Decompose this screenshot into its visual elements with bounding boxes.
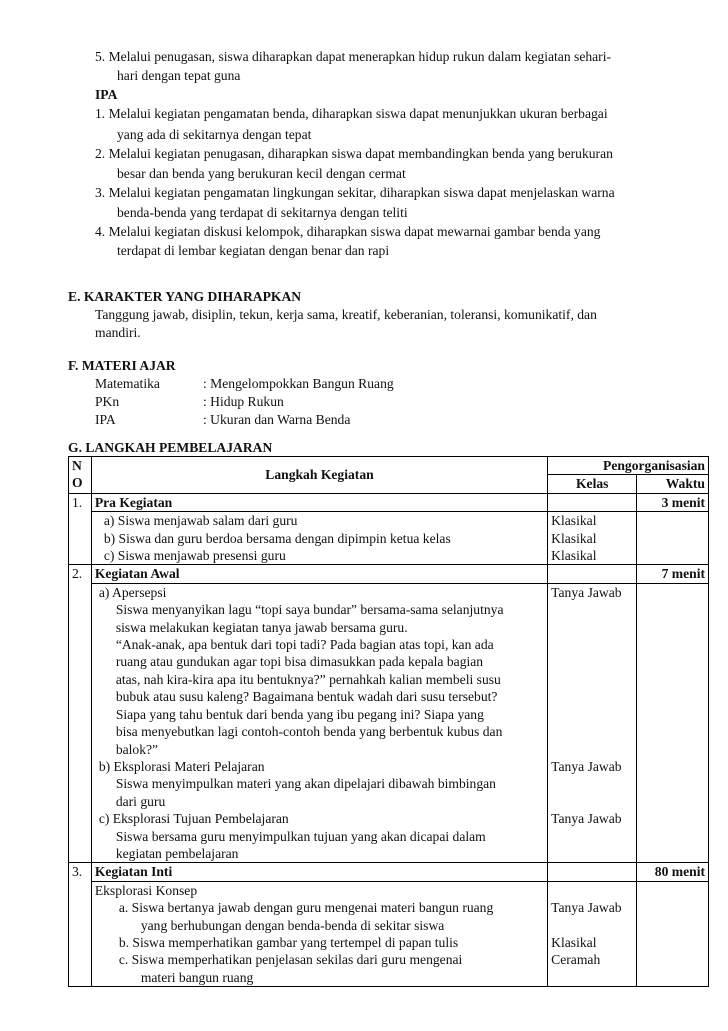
table-row	[69, 583, 709, 863]
table-row	[69, 493, 709, 511]
row-title: Kegiatan Inti	[91, 863, 547, 881]
header-no: N O	[69, 457, 92, 494]
header-pengorganisasian: Pengorganisasian	[548, 457, 709, 475]
row-time: 7 menit	[637, 565, 709, 583]
ipa-objective-4-line1: 4. Melalui kegiatan diskusi kelompok, diharapkan siswa dapat mewarnai gambar benda yang	[95, 224, 601, 239]
eksplorasi-materi-title: b) Eksplorasi Materi Pelajaran	[98, 758, 265, 774]
section-f-heading: F. MATERI AJAR	[68, 358, 176, 373]
row-time: 3 menit	[637, 493, 709, 511]
table-row	[69, 881, 709, 986]
eksplorasi-tujuan-title: c) Eksplorasi Tujuan Pembelajaran	[98, 811, 289, 827]
ipa-objective-2-line2: besar dan benda yang berukuran kecil dengan cermat	[117, 166, 406, 181]
lesson-steps-table	[68, 456, 709, 987]
row-items	[91, 512, 547, 565]
row-number: 2.	[69, 565, 92, 863]
row-items: a) Apersepsi Siswa menyanyikan lagu “topi saya bundar” bersama-sama selanjutnya siswa melakukan kegiatan tanya jawab bersama guru. “Anak-anak, apa bentuk dari topi tadi? Pada bagian atas topi, kan ada ruang atau gundukan agar topi bisa dimasukkan pada kepala bagian atas, nah kira-kira apa itu bentuknya?” pernahkah kalian membeli susu bubuk atau susu kaleng? Bagaimana bentuk wadah dari susu tersebut? Siapa yang tahu bentuk dari benda yang ibu pegang ini? Siapa yang bisa menyebutkan lagi contoh-contoh benda yang berbentuk kubus dan balok?” b) Eksplorasi Materi Pelajaran Siswa menyimpulkan materi yang akan dipelajari dibawah bimbingan dari guru c) Eksplorasi Tujuan Pembelajaran Siswa bersama guru menyimpulkan tujuan yang akan dicapai dalam kegiatan pembelajaran	[91, 583, 547, 863]
row-kelas: Tanya Jawab Klasikal Ceramah	[548, 881, 637, 986]
section-e-line2: mandiri.	[95, 325, 141, 340]
list-item: c) Siswa menjawab presensi guru	[103, 548, 286, 564]
section-e-heading: E. KARAKTER YANG DIHARAPKAN	[68, 289, 302, 304]
materi-subject: IPA	[95, 412, 116, 427]
ipa-objective-4-line2: terdapat di lembar kegiatan dengan benar dan rapi	[117, 243, 390, 258]
materi-topic: : Mengelompokkan Bangun Ruang	[203, 376, 394, 391]
materi-subject: PKn	[95, 394, 120, 409]
eksplorasi-konsep-title: Eksplorasi Konsep	[94, 882, 198, 898]
materi-topic: : Ukuran dan Warna Benda	[203, 412, 351, 427]
ipa-objective-1-line2: yang ada di sekitarnya dengan tepat	[117, 127, 312, 142]
ipa-objective-3-line1: 3. Melalui kegiatan pengamatan lingkungan sekitar, diharapkan siswa dapat menjelaskan warna	[95, 185, 615, 200]
row-number: 1.	[69, 493, 92, 565]
section-g-heading: G. LANGKAH PEMBELAJARAN	[68, 440, 273, 455]
ipa-objective-2-line1: 2. Melalui kegiatan penugasan, diharapkan siswa dapat membandingkan benda yang berukuran	[95, 146, 613, 161]
table-row	[69, 565, 709, 583]
row-kelas: Tanya Jawab Tanya Jawab Tanya Jawab	[548, 583, 637, 863]
ipa-objective-3-line2: benda-benda yang terdapat di sekitarnya dengan teliti	[117, 205, 408, 220]
materi-subject: Matematika	[95, 376, 160, 391]
table-row	[69, 512, 709, 565]
section-e-line1: Tanggung jawab, disiplin, tekun, kerja sama, kreatif, keberanian, toleransi, komunikatif, dan	[95, 307, 597, 322]
row-title: Kegiatan Awal	[91, 565, 547, 583]
objective-5-line1: 5. Melalui penugasan, siswa diharapkan dapat menerapkan hidup rukun dalam kegiatan sehari-	[95, 49, 612, 64]
table-row	[69, 863, 709, 881]
row-kelas: Klasikal Klasikal Klasikal	[548, 512, 637, 565]
row-time: 80 menit	[637, 863, 709, 881]
ipa-heading: IPA	[95, 87, 118, 102]
materi-topic: : Hidup Rukun	[203, 394, 284, 409]
row-number: 3.	[69, 863, 92, 987]
list-item: a) Siswa menjawab salam dari guru	[103, 513, 298, 529]
objective-5-line2: hari dengan tepat guna	[117, 68, 241, 83]
ipa-objective-1-line1: 1. Melalui kegiatan pengamatan benda, diharapkan siswa dapat menunjukkan ukuran berbagai	[95, 106, 608, 121]
header-langkah-kegiatan: Langkah Kegiatan	[91, 457, 547, 494]
header-waktu: Waktu	[637, 475, 709, 493]
list-item: b) Siswa dan guru berdoa bersama dengan dipimpin ketua kelas	[103, 530, 451, 546]
apersepsi-title: a) Apersepsi	[98, 584, 167, 600]
row-items: Eksplorasi Konsep a. Siswa bertanya jawab dengan guru mengenai materi bangun ruang yang berhubungan dengan benda-benda di sekitar siswa b. Siswa memperhatikan gambar yang tertempel di papan tulis c. Siswa memperhatikan penjelasan sekilas dari guru mengenai materi bangun ruang	[91, 881, 547, 986]
row-title: Pra Kegiatan	[91, 493, 547, 511]
header-kelas: Kelas	[548, 475, 637, 493]
